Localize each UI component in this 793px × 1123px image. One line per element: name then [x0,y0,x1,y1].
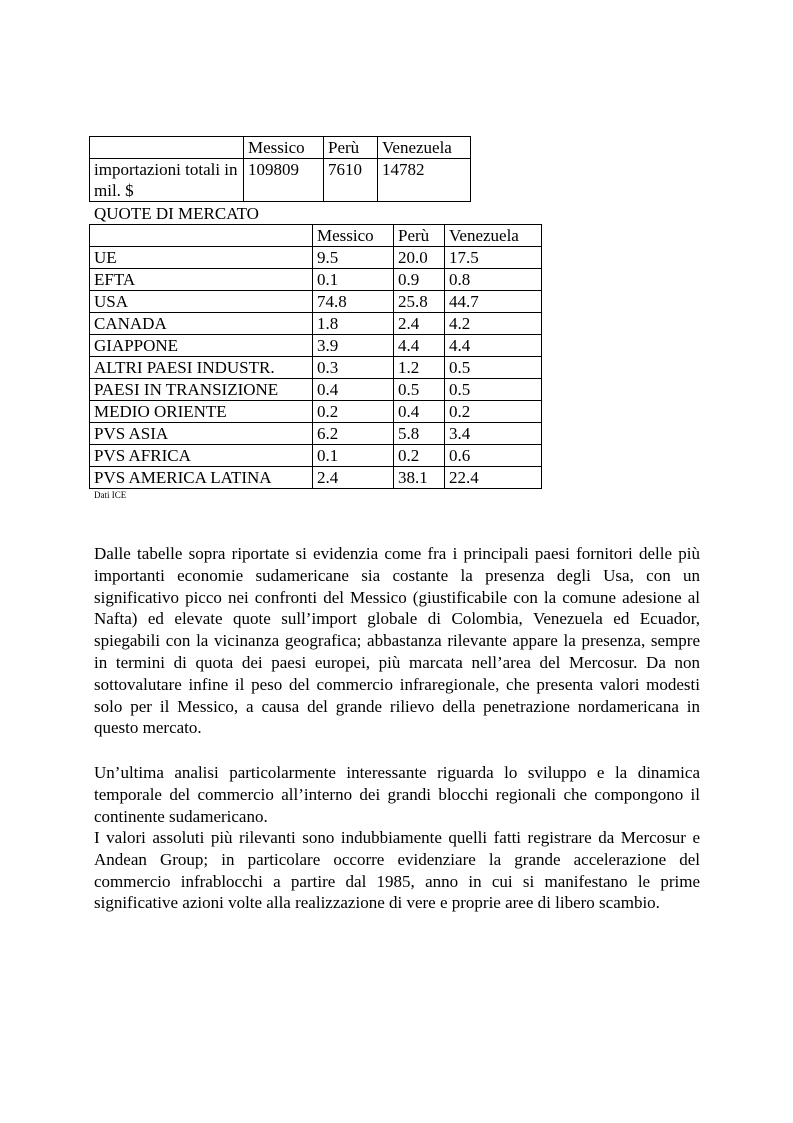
header-cell-messico: Messico [244,137,324,159]
cell-value: 22.4 [445,467,542,489]
table-row [90,335,542,357]
cell-value: 7610 [324,159,378,202]
row-label: USA [90,291,313,313]
cell-value: 14782 [378,159,471,202]
cell-value: 1.2 [394,357,445,379]
table-row [90,379,542,401]
table-row [90,423,542,445]
table-row [90,445,542,467]
table-row [90,291,542,313]
header-cell-empty [90,137,244,159]
cell-value: 2.4 [394,313,445,335]
row-label: ALTRI PAESI INDUSTR. [90,357,313,379]
body-paragraph: I valori assoluti più rilevanti sono indubbiamente quelli fatti registrare da Mercosur e Andean Group; in particolare occorre evidenziare la grande accelerazione del commercio infrablocchi a partire dal 1985, anno in cui si manifestano le prime significative azioni volte alla realizzazione di vere e proprie aree di libero scambio. [94,828,700,913]
cell-value: 0.8 [445,269,542,291]
table-row [90,357,542,379]
table-row [90,401,542,423]
cell-value: 0.2 [394,445,445,467]
row-label: GIAPPONE [90,335,313,357]
cell-value: 0.2 [445,401,542,423]
cell-value: 109809 [244,159,324,202]
market-share-table [89,224,542,489]
row-label: EFTA [90,269,313,291]
section-title: QUOTE DI MERCATO [94,204,259,223]
row-label: PVS AFRICA [90,445,313,467]
row-label: MEDIO ORIENTE [90,401,313,423]
cell-value: 44.7 [445,291,542,313]
cell-value: 9.5 [313,247,394,269]
row-label: PAESI IN TRANSIZIONE [90,379,313,401]
table-row [90,247,542,269]
cell-value: 17.5 [445,247,542,269]
body-paragraph: Un’ultima analisi particolarmente interessante riguarda lo sviluppo e la dinamica temporale del commercio all’interno dei grandi blocchi regionali che compongono il continente sudamericano. [94,763,700,826]
table-row [90,467,542,489]
cell-value: 0.9 [394,269,445,291]
imports-table [89,136,471,202]
cell-value: 0.1 [313,269,394,291]
cell-value: 0.5 [445,379,542,401]
header-cell-venezuela: Venezuela [378,137,471,159]
row-label: PVS ASIA [90,423,313,445]
table-row [90,159,471,202]
header-cell-venezuela: Venezuela [445,225,542,247]
row-label: PVS AMERICA LATINA [90,467,313,489]
body-paragraph: Dalle tabelle sopra riportate si evidenzia come fra i principali paesi fornitori delle più importanti economie sudamericane sia costante la presenza degli Usa, con un significativo picco nei confronti del Messico (giustificabile con la comune adesione al Nafta) ed elevate quote sull’import globale di Colombia, Venezuela ed Ecuador, spiegabili con la vicinanza geografica; abbastanza rilevante appare la presenza, sempre in termini di quota dei paesi europei, più marcata nell’area del Mercosur. Da non sottovalutare infine il peso del commercio infraregionale, che presenta valori modesti solo per il Messico, a causa del grande rilievo della penetrazione nordamericana in questo mercato. [94,544,700,738]
cell-value: 4.2 [445,313,542,335]
table-header-row [90,225,542,247]
cell-value: 4.4 [445,335,542,357]
cell-value: 38.1 [394,467,445,489]
table-header-row [90,137,471,159]
source-note: Dati ICE [94,490,127,500]
cell-value: 5.8 [394,423,445,445]
cell-value: 0.5 [394,379,445,401]
cell-value: 3.9 [313,335,394,357]
header-cell-empty [90,225,313,247]
cell-value: 2.4 [313,467,394,489]
header-cell-messico: Messico [313,225,394,247]
cell-value: 6.2 [313,423,394,445]
table-row [90,313,542,335]
table-row [90,269,542,291]
cell-value: 0.3 [313,357,394,379]
row-label: CANADA [90,313,313,335]
cell-value: 0.6 [445,445,542,467]
cell-value: 20.0 [394,247,445,269]
cell-value: 1.8 [313,313,394,335]
cell-value: 3.4 [445,423,542,445]
header-cell-peru: Perù [324,137,378,159]
cell-value: 0.2 [313,401,394,423]
cell-value: 25.8 [394,291,445,313]
row-label: UE [90,247,313,269]
cell-value: 0.5 [445,357,542,379]
header-cell-peru: Perù [394,225,445,247]
cell-value: 0.1 [313,445,394,467]
cell-value: 0.4 [394,401,445,423]
cell-value: 0.4 [313,379,394,401]
cell-value: 74.8 [313,291,394,313]
cell-value: 4.4 [394,335,445,357]
row-label: importazioni totali in mil. $ [90,159,244,202]
